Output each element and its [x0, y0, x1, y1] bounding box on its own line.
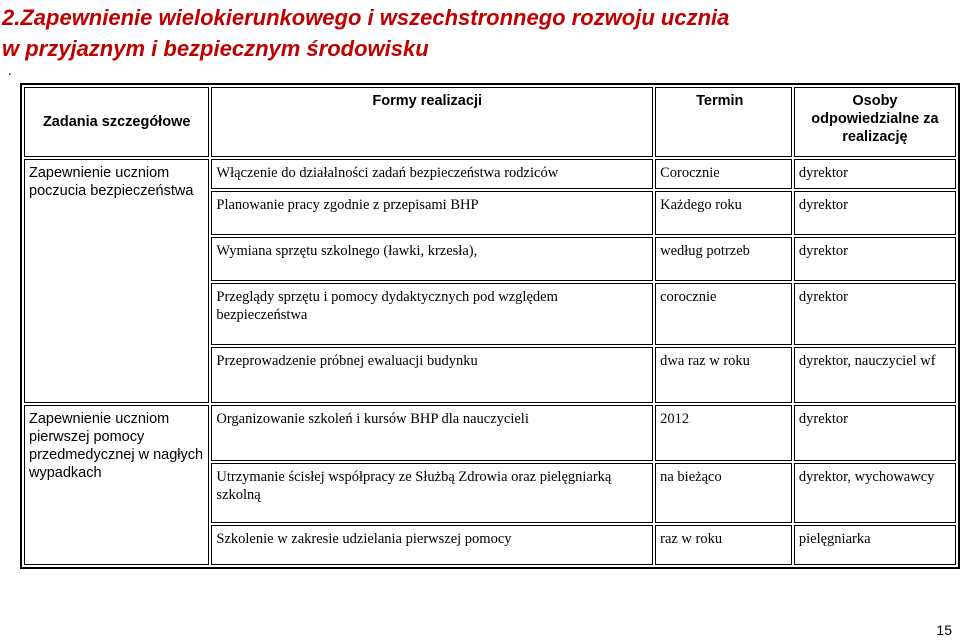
- term-cell: Corocznie: [655, 159, 792, 189]
- term-cell: na bieżąco: [655, 463, 792, 523]
- person-cell: dyrektor: [794, 283, 956, 345]
- form-cell: Organizowanie szkoleń i kursów BHP dla nauczycieli: [211, 405, 653, 461]
- header-persons: Osoby odpowiedzialne za realizację: [794, 87, 956, 157]
- heading-line-1: 2.Zapewnienie wielokierunkowego i wszechstronnego rozwoju ucznia: [2, 5, 730, 30]
- header-term: Termin: [655, 87, 792, 157]
- page-number: 15: [936, 622, 952, 638]
- term-cell: dwa raz w roku: [655, 347, 792, 403]
- term-cell: Każdego roku: [655, 191, 792, 235]
- term-cell: 2012: [655, 405, 792, 461]
- person-cell: pielęgniarka: [794, 525, 956, 565]
- form-cell: Utrzymanie ścisłej współpracy ze Służbą Zdrowia oraz pielęgniarką szkolną: [211, 463, 653, 523]
- header-tasks: Zadania szczegółowe: [24, 87, 209, 157]
- form-cell: Przeglądy sprzętu i pomocy dydaktycznych pod względem bezpieczeństwa: [211, 283, 653, 345]
- table-row: [24, 405, 956, 461]
- header-row: [24, 87, 956, 157]
- term-cell: według potrzeb: [655, 237, 792, 281]
- person-cell: dyrektor, wychowawcy: [794, 463, 956, 523]
- form-cell: Planowanie pracy zgodnie z przepisami BHP: [211, 191, 653, 235]
- term-cell: raz w roku: [655, 525, 792, 565]
- plan-table: [20, 83, 960, 569]
- form-cell: Przeprowadzenie próbnej ewaluacji budynku: [211, 347, 653, 403]
- term-cell: corocznie: [655, 283, 792, 345]
- person-cell: dyrektor: [794, 191, 956, 235]
- page-heading: [2, 2, 942, 64]
- person-cell: dyrektor, nauczyciel wf: [794, 347, 956, 403]
- stray-dot: .: [8, 64, 12, 79]
- header-forms: Formy realizacji: [211, 87, 653, 157]
- heading-line-2: w przyjaznym i bezpiecznym środowisku: [2, 36, 429, 61]
- form-cell: Wymiana sprzętu szkolnego (ławki, krzesła),: [211, 237, 653, 281]
- person-cell: dyrektor: [794, 405, 956, 461]
- task-cell: Zapewnienie uczniom pierwszej pomocy przedmedycznej w nagłych wypadkach: [24, 405, 209, 565]
- task-cell: Zapewnienie uczniom poczucia bezpieczeństwa: [24, 159, 209, 403]
- table-row: [24, 159, 956, 189]
- person-cell: dyrektor: [794, 159, 956, 189]
- form-cell: Szkolenie w zakresie udzielania pierwszej pomocy: [211, 525, 653, 565]
- form-cell: Włączenie do działalności zadań bezpieczeństwa rodziców: [211, 159, 653, 189]
- person-cell: dyrektor: [794, 237, 956, 281]
